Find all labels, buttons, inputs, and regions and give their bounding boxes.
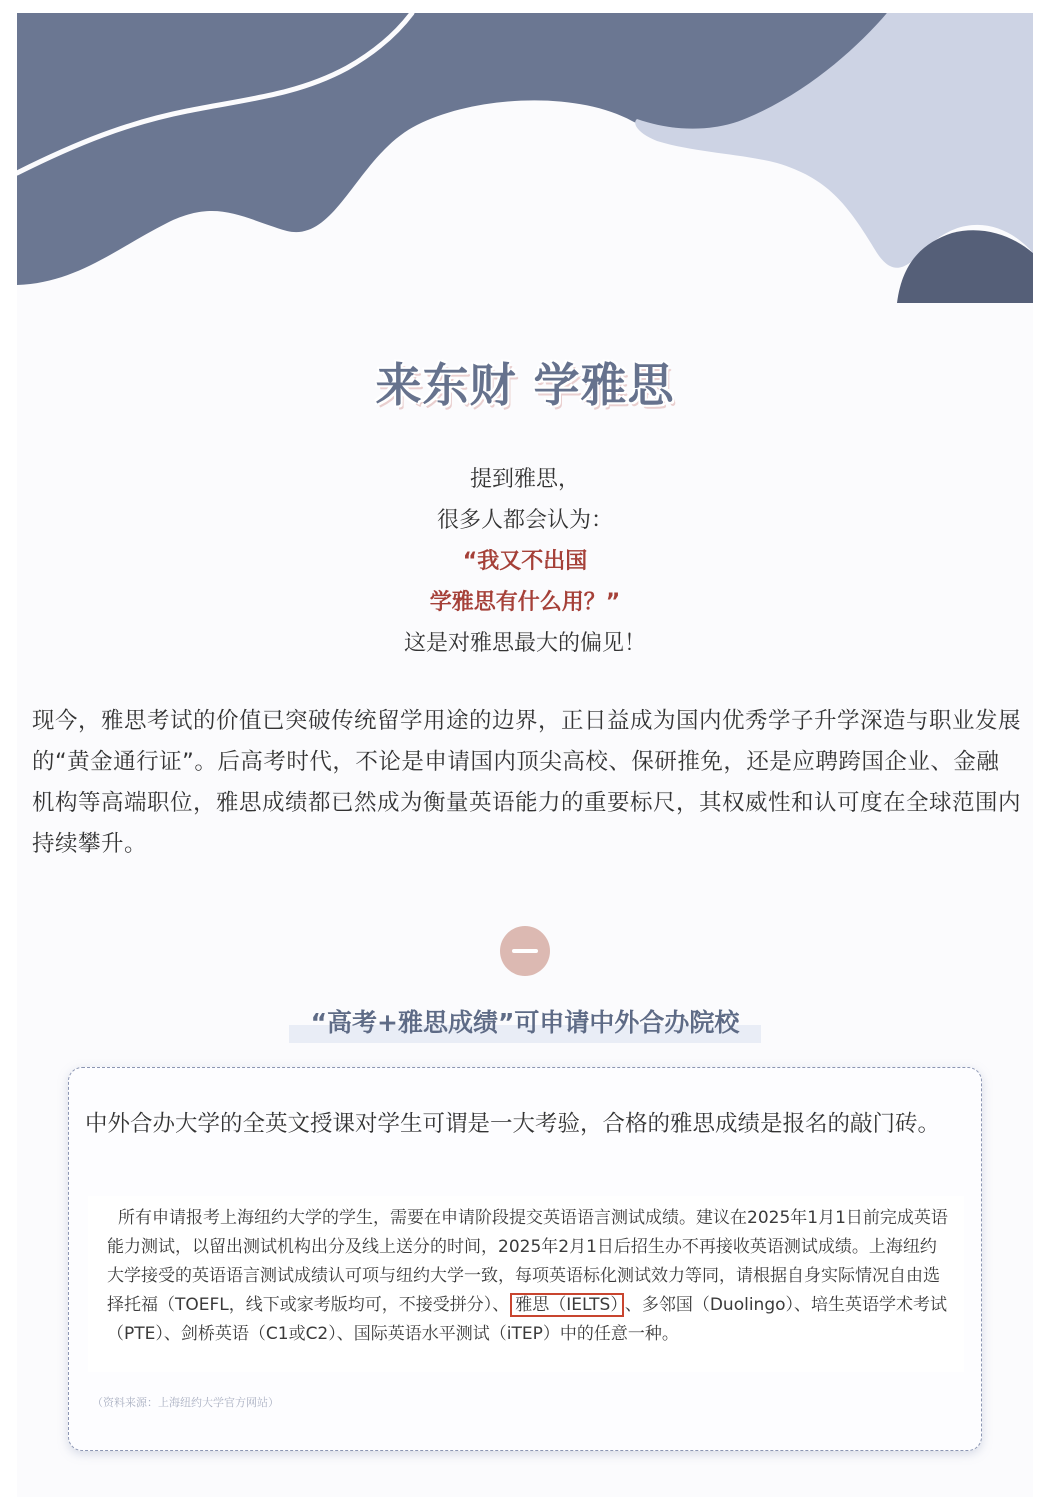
intro-line-5: 这是对雅思最大的偏见！ [403,631,646,656]
excerpt-before: 所有申请报考上海纽约大学的学生，需要在申请阶段提交英语语言测试成绩。建议在2025年1月1日前完成英语能力测试，以留出测试机构出分及线上送分的时间，2025年2月1日后招生办不再接收英语测试成绩。上海纽约大学接受的英语语言测试成绩认可项与纽约大学一致，每项英语标化测试效力等同，请根据自身实际情况自由选择托福（TOEFL，线下或家考版均可，不接受拼分）、 [107,1208,948,1315]
page-title: 来东财 学雅思 [375,358,675,412]
intro-line-1: 提到雅思， [469,467,580,492]
intro-paragraph: 现今，雅思考试的价值已突破传统留学用途的边界，正日益成为国内优秀学子升学深造与职业发展的“黄金通行证”。后高考时代，不论是申请国内顶尖高校、保研推免，还是应聘跨国企业、金融机构等高端职位，雅思成绩都已然成为衡量英语能力的重要标尺，其权威性和认可度在全球范围内持续攀升。 [32,708,1022,857]
ielts-highlight: 雅思（IELTS） [510,1293,624,1317]
quoted-excerpt-text [107,1204,949,1349]
header-banner [17,13,1033,303]
card-text: 中外合办大学的全英文授课对学生可谓是一大考验，合格的雅思成绩是报名的敲门砖。 [85,1111,941,1137]
source-note: （资料来源：上海纽约大学官方网站） [92,1396,279,1409]
intro-quote-line-1: “我又不出国 [462,549,588,574]
quoted-excerpt [88,1196,964,1372]
section-number-badge [500,926,550,976]
intro-quote-line-2: 学雅思有什么用？” [429,590,621,615]
info-card [68,1067,982,1451]
page [17,13,1033,1497]
dash-icon [512,949,538,953]
intro-block [17,459,1033,664]
section-title: “高考+雅思成绩”可申请中外合办院校 [289,1003,761,1043]
intro-line-2: 很多人都会认为： [436,508,613,533]
excerpt-after: 、多邻国（Duolingo）、培生英语学术考试（PTE）、剑桥英语（C1或C2）、国际英语水平测试（iTEP）中的任意一种。 [107,1295,948,1344]
